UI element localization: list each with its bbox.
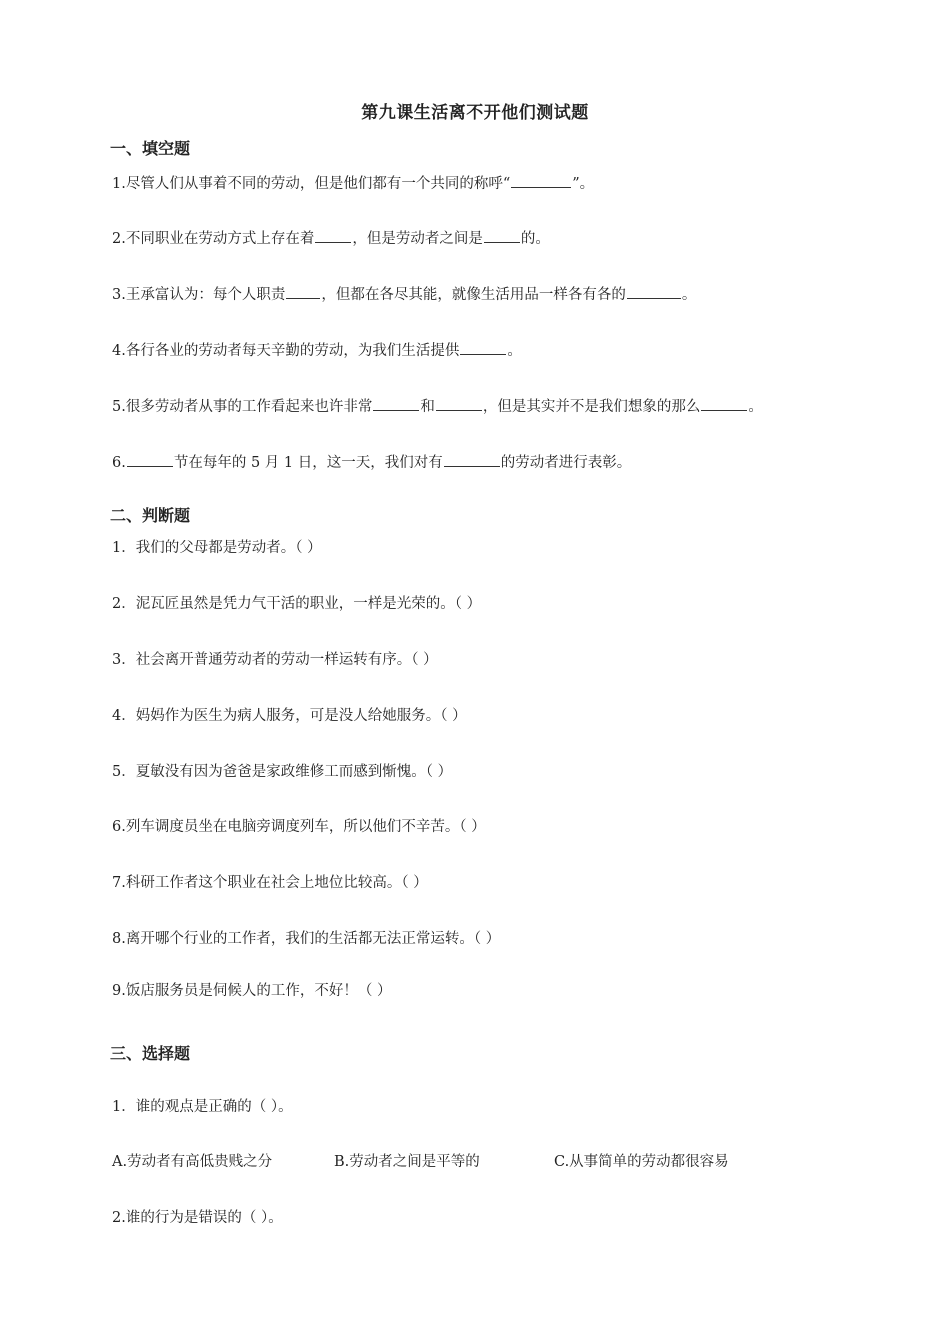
choice-options-1: [112, 1152, 729, 1172]
question-text: 2.不同职业在劳动方式上存在着: [112, 231, 315, 247]
question-text: 4.各行各业的劳动者每天辛勤的劳动，为我们生活提供: [112, 343, 460, 359]
option-a[interactable]: A.劳动者有高低贵贱之分: [112, 1154, 273, 1170]
answer-blank[interactable]: [511, 171, 571, 188]
answer-blank[interactable]: [484, 226, 520, 243]
question-text: ，但是劳动者之间是: [352, 231, 483, 247]
choice-question-1: 1．谁的观点是正确的（ ）。: [112, 1099, 293, 1115]
question-text: 。: [507, 343, 522, 359]
answer-blank[interactable]: [701, 394, 747, 411]
question-text: 和: [420, 399, 435, 415]
question-text: 3.王承富认为：每个人职责: [112, 287, 286, 303]
fill-question-3: [112, 282, 696, 305]
choice-question-2: 2.谁的行为是错误的（ ）。: [112, 1210, 283, 1226]
judge-question-4: 4．妈妈作为医生为病人服务，可是没人给她服务。（ ）: [112, 708, 467, 724]
question-text: 1.尽管人们从事着不同的劳动，但是他们都有一个共同的称呼“: [112, 176, 511, 192]
question-text: 5.很多劳动者从事的工作看起来也许非常: [112, 399, 373, 415]
fill-question-4: [112, 338, 522, 361]
section-heading-fill: 一、填空题: [110, 139, 191, 158]
judge-question-6: 6.列车调度员坐在电脑旁调度列车，所以他们不辛苦。（ ）: [112, 819, 486, 835]
answer-blank[interactable]: [627, 282, 681, 299]
question-text: 。: [681, 287, 697, 303]
question-text: 6.: [112, 455, 126, 471]
answer-blank[interactable]: [436, 394, 482, 411]
judge-question-3: 3．社会离开普通劳动者的劳动一样运转有序。（ ）: [112, 652, 438, 668]
fill-question-1: [112, 171, 594, 194]
answer-blank[interactable]: [286, 282, 320, 299]
judge-question-9: 9.饭店服务员是伺候人的工作，不好！（ ）: [112, 983, 392, 999]
fill-question-6: [112, 450, 631, 473]
page-title: 第九课生活离不开他们测试题: [361, 103, 589, 123]
answer-blank[interactable]: [127, 450, 173, 467]
question-text: ”。: [572, 176, 595, 192]
answer-blank[interactable]: [315, 226, 351, 243]
answer-blank[interactable]: [444, 450, 500, 467]
judge-question-1: 1．我们的父母都是劳动者。（ ）: [112, 540, 322, 556]
judge-question-8: 8.离开哪个行业的工作者，我们的生活都无法正常运转。（ ）: [112, 931, 501, 947]
answer-blank[interactable]: [460, 338, 506, 355]
answer-blank[interactable]: [373, 394, 419, 411]
judge-question-5: 5．夏敏没有因为爸爸是家政维修工而感到惭愧。（ ）: [112, 764, 453, 780]
option-c[interactable]: C.从事简单的劳动都很容易: [554, 1154, 729, 1170]
judge-question-7: 7.科研工作者这个职业在社会上地位比较高。（ ）: [112, 875, 428, 891]
option-b[interactable]: B.劳动者之间是平等的: [334, 1154, 480, 1170]
question-text: 的劳动者进行表彰。: [500, 455, 632, 471]
question-text: 的。: [520, 231, 550, 247]
question-text: ，但都在各尽其能，就像生活用品一样各有各的: [321, 287, 626, 303]
question-text: 节在每年的 5 月 1 日，这一天，我们对有: [173, 455, 443, 471]
fill-question-5: [112, 394, 763, 417]
question-text: ，但是其实并不是我们想象的那么: [482, 399, 701, 415]
question-text: 。: [748, 399, 763, 415]
section-heading-judge: 二、判断题: [110, 506, 191, 525]
judge-question-2: 2．泥瓦匠虽然是凭力气干活的职业，一样是光荣的。（ ）: [112, 596, 482, 612]
section-heading-choice: 三、选择题: [110, 1044, 191, 1063]
fill-question-2: [112, 226, 550, 249]
